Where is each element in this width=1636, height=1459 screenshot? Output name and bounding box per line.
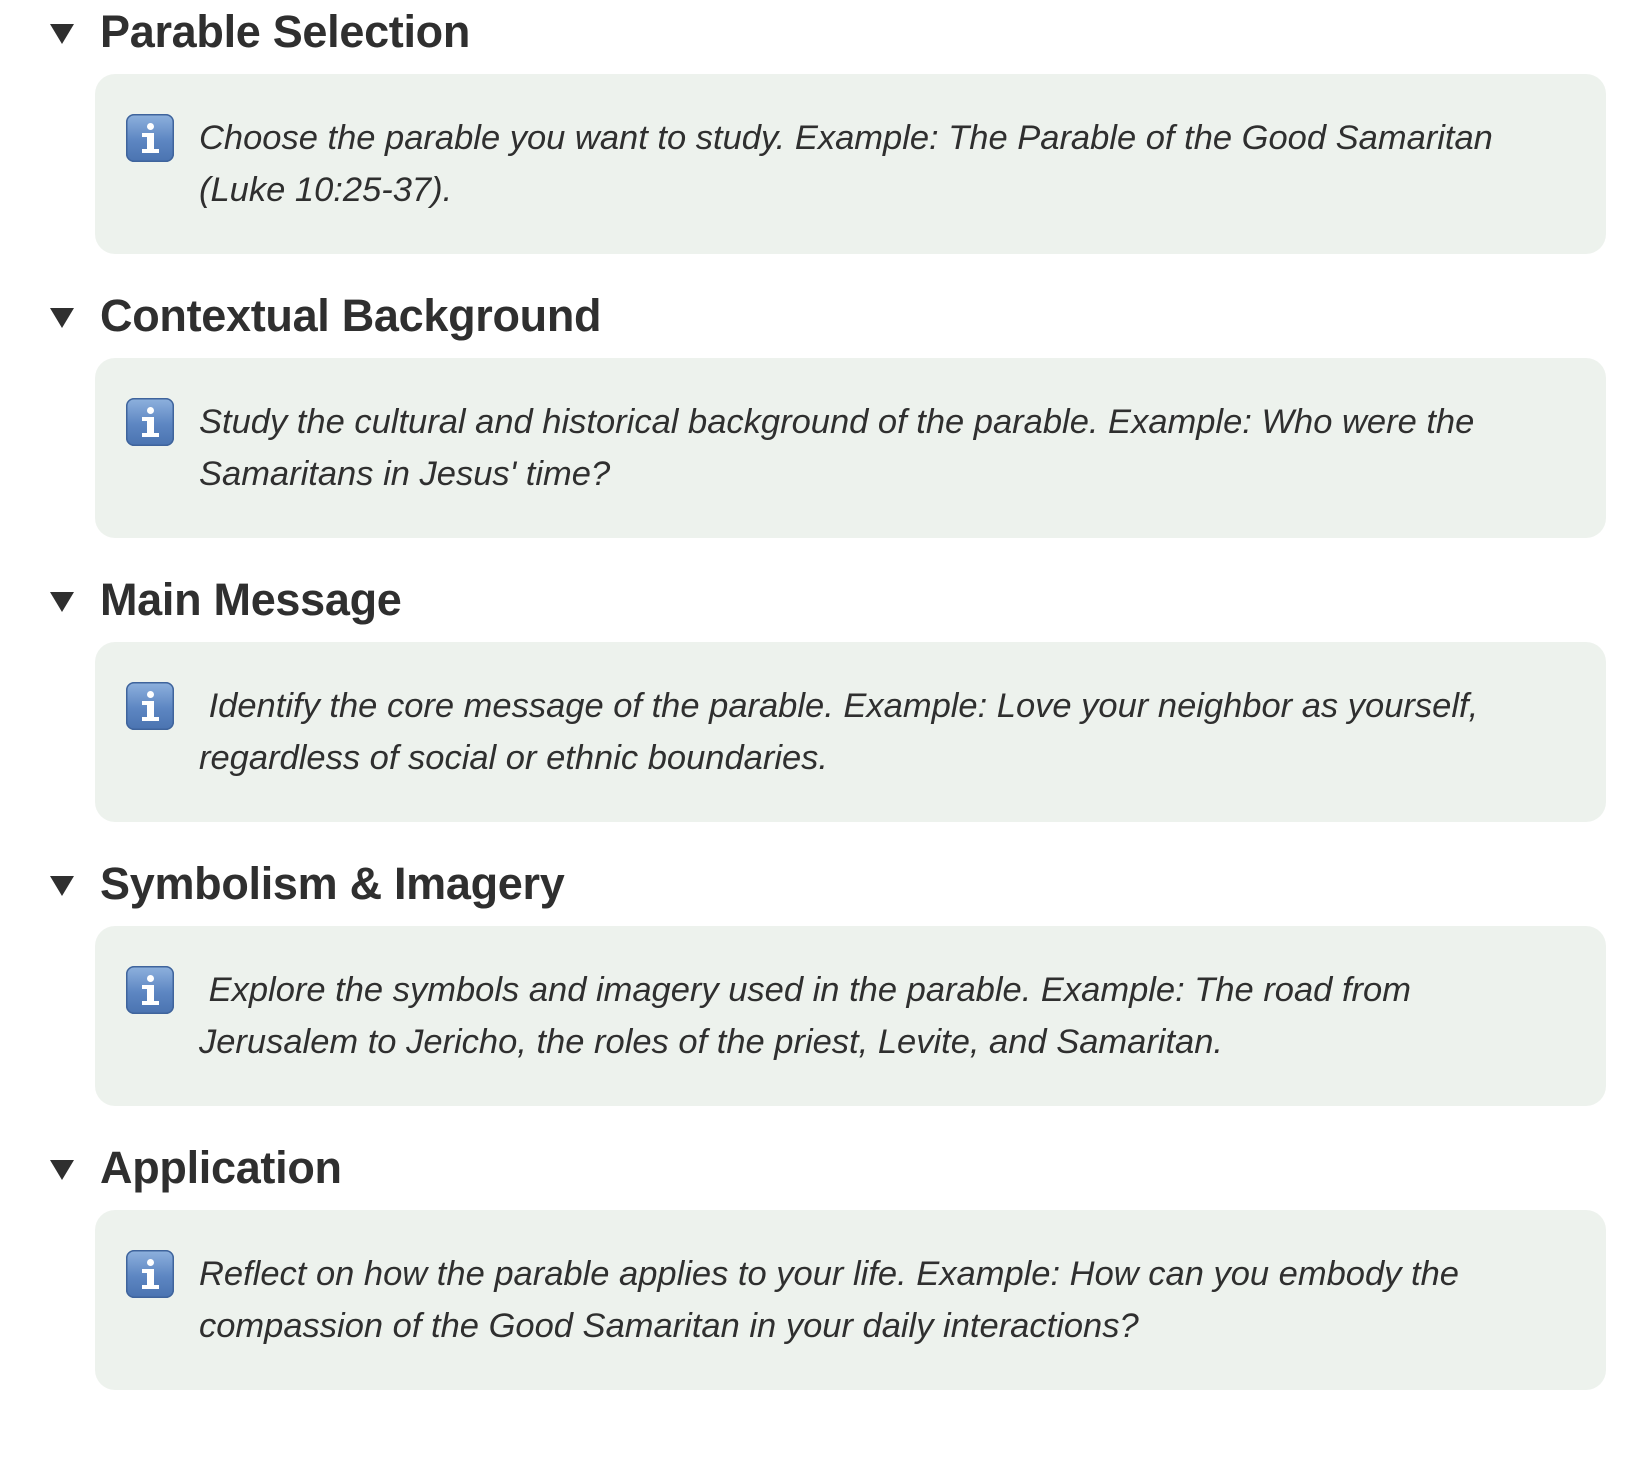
info-icon bbox=[126, 966, 174, 1014]
callout-block bbox=[95, 926, 1606, 1106]
triangle-down-icon[interactable] bbox=[50, 876, 74, 896]
callout-text[interactable]: Identify the core message of the parable. Example: Love your neighbor as yourself, regardless of social or ethnic boundaries. bbox=[199, 687, 1488, 777]
section-heading: Main Message bbox=[100, 574, 402, 625]
section-heading: Contextual Background bbox=[100, 290, 602, 341]
triangle-down-icon[interactable] bbox=[50, 592, 74, 612]
callout-block bbox=[95, 358, 1606, 538]
toggle-header[interactable] bbox=[0, 1136, 700, 1200]
section-heading: Application bbox=[100, 1142, 342, 1193]
triangle-down-icon[interactable] bbox=[50, 1160, 74, 1180]
callout-text[interactable]: Reflect on how the parable applies to your life. Example: How can you embody the compassion of the Good Samaritan in your daily interactions? bbox=[199, 1255, 1469, 1345]
info-icon bbox=[126, 114, 174, 162]
callout-text[interactable]: Study the cultural and historical background of the parable. Example: Who were the Samaritans in Jesus' time? bbox=[199, 403, 1484, 493]
triangle-down-icon[interactable] bbox=[50, 24, 74, 44]
toggle-header[interactable] bbox=[0, 568, 700, 632]
callout-block bbox=[95, 1210, 1606, 1390]
section-heading: Parable Selection bbox=[100, 6, 471, 57]
toggle-header[interactable] bbox=[0, 0, 700, 64]
section-heading: Symbolism & Imagery bbox=[100, 858, 565, 909]
toggle-header[interactable] bbox=[0, 852, 700, 916]
callout-block bbox=[95, 642, 1606, 822]
callout-text[interactable]: Choose the parable you want to study. Example: The Parable of the Good Samaritan (Luke 10:25-37). bbox=[199, 119, 1503, 209]
toggle-header[interactable] bbox=[0, 284, 700, 348]
callout-text[interactable]: Explore the symbols and imagery used in the parable. Example: The road from Jerusalem to Jericho, the roles of the priest, Levite, and Samaritan. bbox=[199, 971, 1421, 1061]
info-icon bbox=[126, 1250, 174, 1298]
triangle-down-icon[interactable] bbox=[50, 308, 74, 328]
info-icon bbox=[126, 682, 174, 730]
callout-block bbox=[95, 74, 1606, 254]
info-icon bbox=[126, 398, 174, 446]
